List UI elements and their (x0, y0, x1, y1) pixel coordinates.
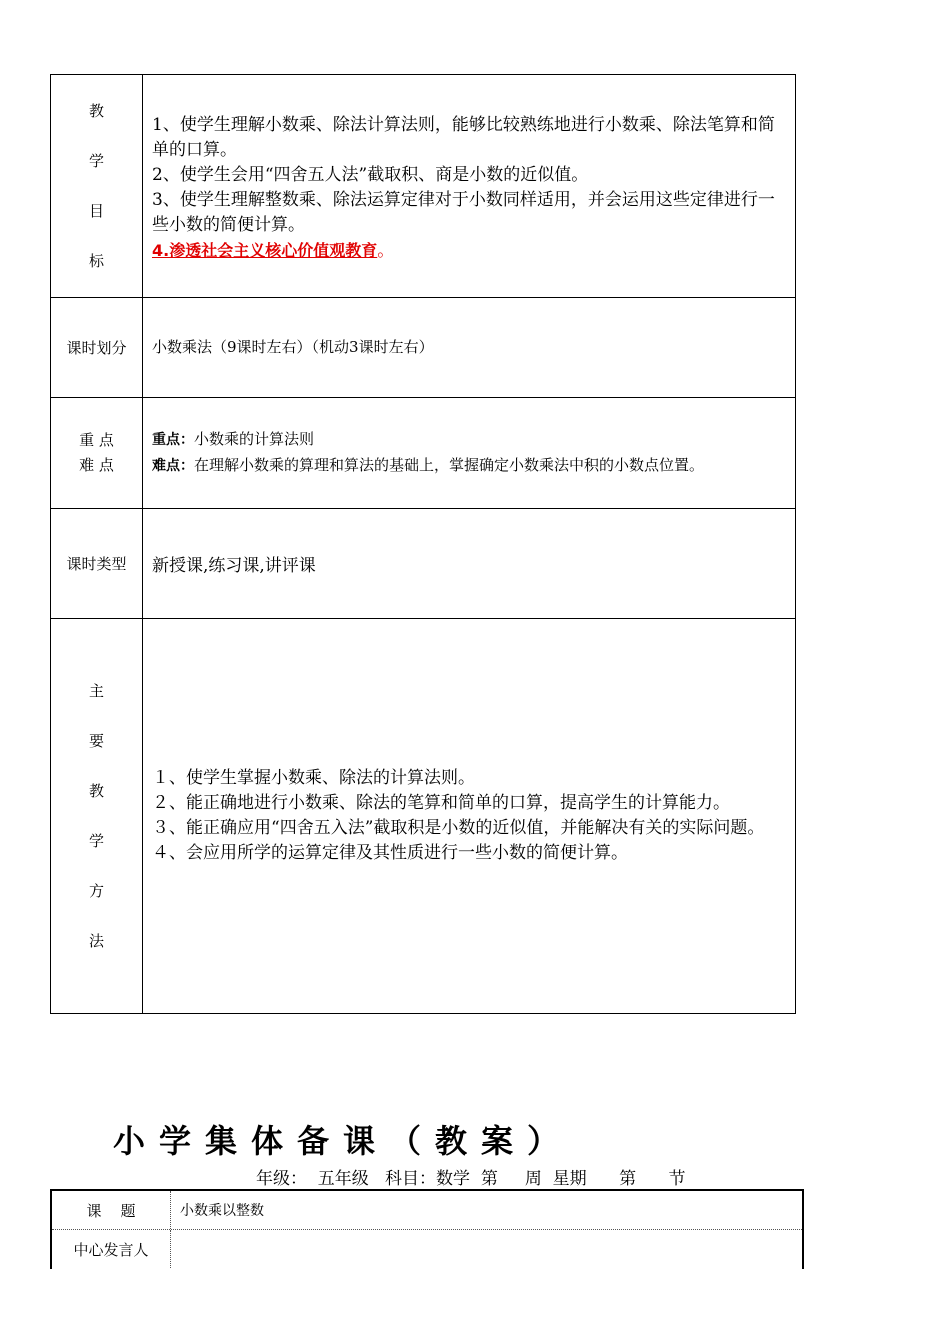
methods-row (51, 618, 795, 1013)
lesson-type-text: 新授课,练习课,讲评课 (152, 556, 316, 576)
method-item: ４、会应用所学的运算定律及其性质进行一些小数的简便计算。 (152, 843, 628, 863)
topic-row (52, 1191, 802, 1229)
goal-highlight-end: 。 (377, 240, 395, 261)
goals-content (152, 75, 787, 297)
methods-content (152, 619, 787, 1013)
schedule-row (51, 297, 795, 397)
goals-label-char: 学 (88, 152, 104, 170)
methods-label-char: 学 (88, 832, 104, 850)
lesson-type-label: 课时类型 (51, 509, 143, 618)
goals-label-char: 目 (88, 202, 104, 220)
focus-row (51, 397, 795, 508)
methods-label-char: 方 (88, 882, 104, 900)
schedule-label: 课时划分 (51, 298, 143, 397)
focus-content (152, 398, 787, 508)
method-item: ２、能正确地进行小数乘、除法的笔算和简单的口算，提高学生的计算能力。 (152, 793, 730, 813)
methods-label-char: 教 (88, 782, 104, 800)
focus-label-line: 重 点 (79, 431, 114, 449)
plan-table (50, 74, 796, 1014)
goal-item: 1、使学生理解小数乘、除法计算法则，能够比较熟练地进行小数乘、除法笔算和简单的口算。 (152, 114, 775, 160)
key-point-text: 小数乘的计算法则 (194, 430, 315, 448)
methods-label-char: 法 (88, 932, 104, 950)
method-item: １、使学生掌握小数乘、除法的计算法则。 (152, 768, 475, 788)
lesson-table (50, 1189, 804, 1269)
difficult-point-label: 难点： (152, 458, 194, 474)
difficult-point-text: 在理解小数乘的算理和算法的基础上，掌握确定小数乘法中积的小数点位置。 (194, 456, 705, 474)
schedule-text: 小数乘法（9课时左右）（机动3课时左右） (152, 338, 434, 356)
lesson-type-content (152, 509, 787, 618)
focus-label-line: 难 点 (79, 456, 114, 474)
speaker-row (52, 1229, 802, 1268)
methods-label (51, 619, 143, 1013)
schedule-content (152, 298, 787, 397)
goals-label-char: 教 (88, 102, 104, 120)
methods-label-char: 要 (88, 732, 104, 750)
page-title: 小学集体备课（教案） (113, 1122, 574, 1160)
goals-label (51, 75, 143, 297)
goals-label-char: 标 (88, 252, 104, 270)
goals-row (51, 75, 795, 297)
method-item: ３、能正确应用“四舍五入法”截取积是小数的近似值，并能解决有关的实际问题。 (152, 818, 765, 838)
lesson-type-row (51, 508, 795, 618)
goal-item: 3、使学生理解整数乘、除法运算定律对于小数同样适用，并会运用这些定律进行一些小数的简便计算。 (152, 189, 775, 235)
key-point-label: 重点： (152, 432, 194, 448)
goal-highlight: 4.渗透社会主义核心价值观教育 (152, 240, 378, 260)
topic-value: 小数乘以整数 (180, 1203, 264, 1219)
topic-label: 课 题 (52, 1191, 171, 1229)
goal-item: 2、使学生会用“四舍五人法”截取积、商是小数的近似值。 (152, 164, 589, 185)
methods-label-char: 主 (88, 682, 104, 700)
course-info: 年级： 五年级 科目：数学 第 周 星期 第 节 (256, 1169, 686, 1189)
speaker-label: 中心发言人 (52, 1230, 171, 1268)
focus-label (51, 398, 143, 508)
